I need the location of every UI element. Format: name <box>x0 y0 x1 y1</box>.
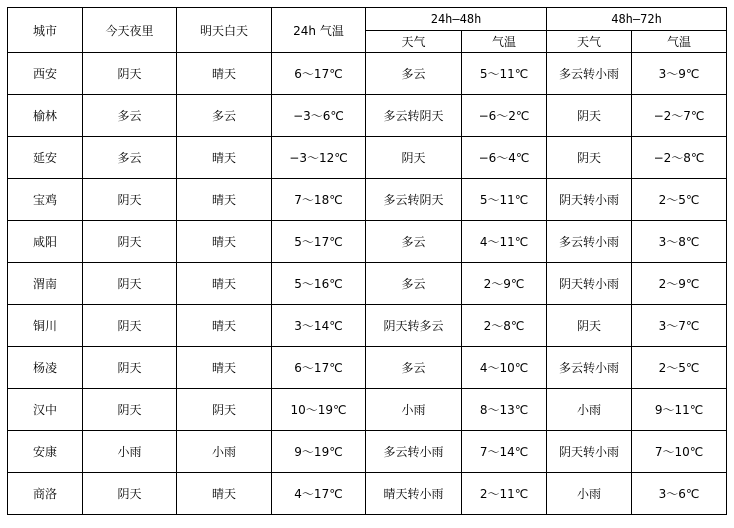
cell-tonight: 阴天 <box>83 305 177 347</box>
cell-weather-48-72h: 阴天转小雨 <box>547 179 632 221</box>
cell-tomorrow-day: 晴天 <box>177 53 272 95</box>
cell-tonight: 小雨 <box>83 431 177 473</box>
cell-temp-48-72h: 3～7℃ <box>632 305 727 347</box>
cell-temp-24-48h: 2～9℃ <box>462 263 547 305</box>
header-city: 城市 <box>8 8 83 53</box>
table-row <box>8 305 727 347</box>
cell-weather-24-48h: 多云转阴天 <box>366 179 462 221</box>
cell-tonight: 多云 <box>83 95 177 137</box>
cell-weather-48-72h: 小雨 <box>547 389 632 431</box>
cell-temp-24-48h: 5～11℃ <box>462 53 547 95</box>
cell-city: 铜川 <box>8 305 83 347</box>
cell-tonight: 阴天 <box>83 263 177 305</box>
cell-weather-24-48h: 阴天转多云 <box>366 305 462 347</box>
table-row <box>8 95 727 137</box>
cell-tonight: 阴天 <box>83 389 177 431</box>
cell-temp-24-48h: 5～11℃ <box>462 179 547 221</box>
cell-tomorrow-day: 晴天 <box>177 179 272 221</box>
cell-temp-24-48h: −6～4℃ <box>462 137 547 179</box>
cell-weather-48-72h: 小雨 <box>547 473 632 515</box>
cell-temp-24h: 5～16℃ <box>272 263 366 305</box>
cell-tonight: 阴天 <box>83 347 177 389</box>
cell-temp-24h: 3～14℃ <box>272 305 366 347</box>
cell-weather-48-72h: 阴天转小雨 <box>547 263 632 305</box>
cell-tonight: 阴天 <box>83 473 177 515</box>
cell-temp-24-48h: 4～11℃ <box>462 221 547 263</box>
cell-temp-24-48h: 2～8℃ <box>462 305 547 347</box>
cell-weather-48-72h: 阴天 <box>547 305 632 347</box>
cell-city: 渭南 <box>8 263 83 305</box>
cell-weather-24-48h: 多云 <box>366 53 462 95</box>
cell-tomorrow-day: 晴天 <box>177 473 272 515</box>
cell-weather-24-48h: 晴天转小雨 <box>366 473 462 515</box>
header-weather-48-72h: 天气 <box>547 31 632 53</box>
cell-temp-24h: 6～17℃ <box>272 53 366 95</box>
cell-temp-24h: 5～17℃ <box>272 221 366 263</box>
cell-temp-48-72h: 2～5℃ <box>632 179 727 221</box>
cell-temp-48-72h: 3～9℃ <box>632 53 727 95</box>
header-group-48-72h: 48h—72h <box>547 8 727 31</box>
cell-weather-48-72h: 多云转小雨 <box>547 221 632 263</box>
weather-forecast-table <box>7 7 727 515</box>
cell-temp-48-72h: 7～10℃ <box>632 431 727 473</box>
table-row <box>8 137 727 179</box>
cell-city: 延安 <box>8 137 83 179</box>
cell-temp-24h: 10～19℃ <box>272 389 366 431</box>
cell-temp-24-48h: 4～10℃ <box>462 347 547 389</box>
header-weather-24-48h: 天气 <box>366 31 462 53</box>
cell-weather-24-48h: 阴天 <box>366 137 462 179</box>
cell-weather-48-72h: 阴天转小雨 <box>547 431 632 473</box>
cell-weather-24-48h: 多云转阴天 <box>366 95 462 137</box>
cell-tomorrow-day: 多云 <box>177 95 272 137</box>
cell-temp-24h: −3～6℃ <box>272 95 366 137</box>
header-row <box>8 8 727 31</box>
cell-tonight: 阴天 <box>83 179 177 221</box>
cell-weather-48-72h: 阴天 <box>547 137 632 179</box>
cell-weather-24-48h: 多云 <box>366 347 462 389</box>
cell-temp-48-72h: 2～5℃ <box>632 347 727 389</box>
cell-weather-48-72h: 阴天 <box>547 95 632 137</box>
cell-city: 安康 <box>8 431 83 473</box>
cell-city: 汉中 <box>8 389 83 431</box>
cell-temp-24h: 6～17℃ <box>272 347 366 389</box>
cell-tomorrow-day: 晴天 <box>177 221 272 263</box>
table-row <box>8 53 727 95</box>
table-row <box>8 431 727 473</box>
table-row <box>8 347 727 389</box>
cell-city: 咸阳 <box>8 221 83 263</box>
header-group-24-48h: 24h—48h <box>366 8 547 31</box>
table-row <box>8 389 727 431</box>
cell-temp-48-72h: −2～8℃ <box>632 137 727 179</box>
cell-tomorrow-day: 晴天 <box>177 137 272 179</box>
cell-tonight: 多云 <box>83 137 177 179</box>
cell-city: 商洛 <box>8 473 83 515</box>
header-temp-24-48h: 气温 <box>462 31 547 53</box>
cell-temp-48-72h: −2～7℃ <box>632 95 727 137</box>
cell-weather-48-72h: 多云转小雨 <box>547 53 632 95</box>
header-temp-24h: 24h 气温 <box>272 8 366 53</box>
header-temp-48-72h: 气温 <box>632 31 727 53</box>
cell-tomorrow-day: 晴天 <box>177 263 272 305</box>
cell-weather-24-48h: 多云 <box>366 221 462 263</box>
cell-temp-24h: 9～19℃ <box>272 431 366 473</box>
cell-temp-48-72h: 9～11℃ <box>632 389 727 431</box>
cell-temp-24h: 7～18℃ <box>272 179 366 221</box>
cell-temp-48-72h: 2～9℃ <box>632 263 727 305</box>
header-tomorrow-day: 明天白天 <box>177 8 272 53</box>
cell-city: 宝鸡 <box>8 179 83 221</box>
table-row <box>8 221 727 263</box>
header-tonight: 今天夜里 <box>83 8 177 53</box>
cell-temp-24h: 4～17℃ <box>272 473 366 515</box>
table-row <box>8 473 727 515</box>
cell-weather-24-48h: 小雨 <box>366 389 462 431</box>
cell-weather-24-48h: 多云 <box>366 263 462 305</box>
cell-tomorrow-day: 小雨 <box>177 431 272 473</box>
cell-temp-24-48h: 7～14℃ <box>462 431 547 473</box>
cell-weather-48-72h: 多云转小雨 <box>547 347 632 389</box>
cell-temp-48-72h: 3～6℃ <box>632 473 727 515</box>
cell-tomorrow-day: 晴天 <box>177 305 272 347</box>
table-row <box>8 179 727 221</box>
cell-tomorrow-day: 晴天 <box>177 347 272 389</box>
cell-tonight: 阴天 <box>83 53 177 95</box>
cell-tomorrow-day: 阴天 <box>177 389 272 431</box>
cell-city: 杨凌 <box>8 347 83 389</box>
cell-city: 西安 <box>8 53 83 95</box>
cell-tonight: 阴天 <box>83 221 177 263</box>
cell-city: 榆林 <box>8 95 83 137</box>
cell-temp-24-48h: −6～2℃ <box>462 95 547 137</box>
cell-temp-24h: −3～12℃ <box>272 137 366 179</box>
cell-temp-24-48h: 8～13℃ <box>462 389 547 431</box>
table-row <box>8 263 727 305</box>
cell-temp-48-72h: 3～8℃ <box>632 221 727 263</box>
cell-temp-24-48h: 2～11℃ <box>462 473 547 515</box>
cell-weather-24-48h: 多云转小雨 <box>366 431 462 473</box>
